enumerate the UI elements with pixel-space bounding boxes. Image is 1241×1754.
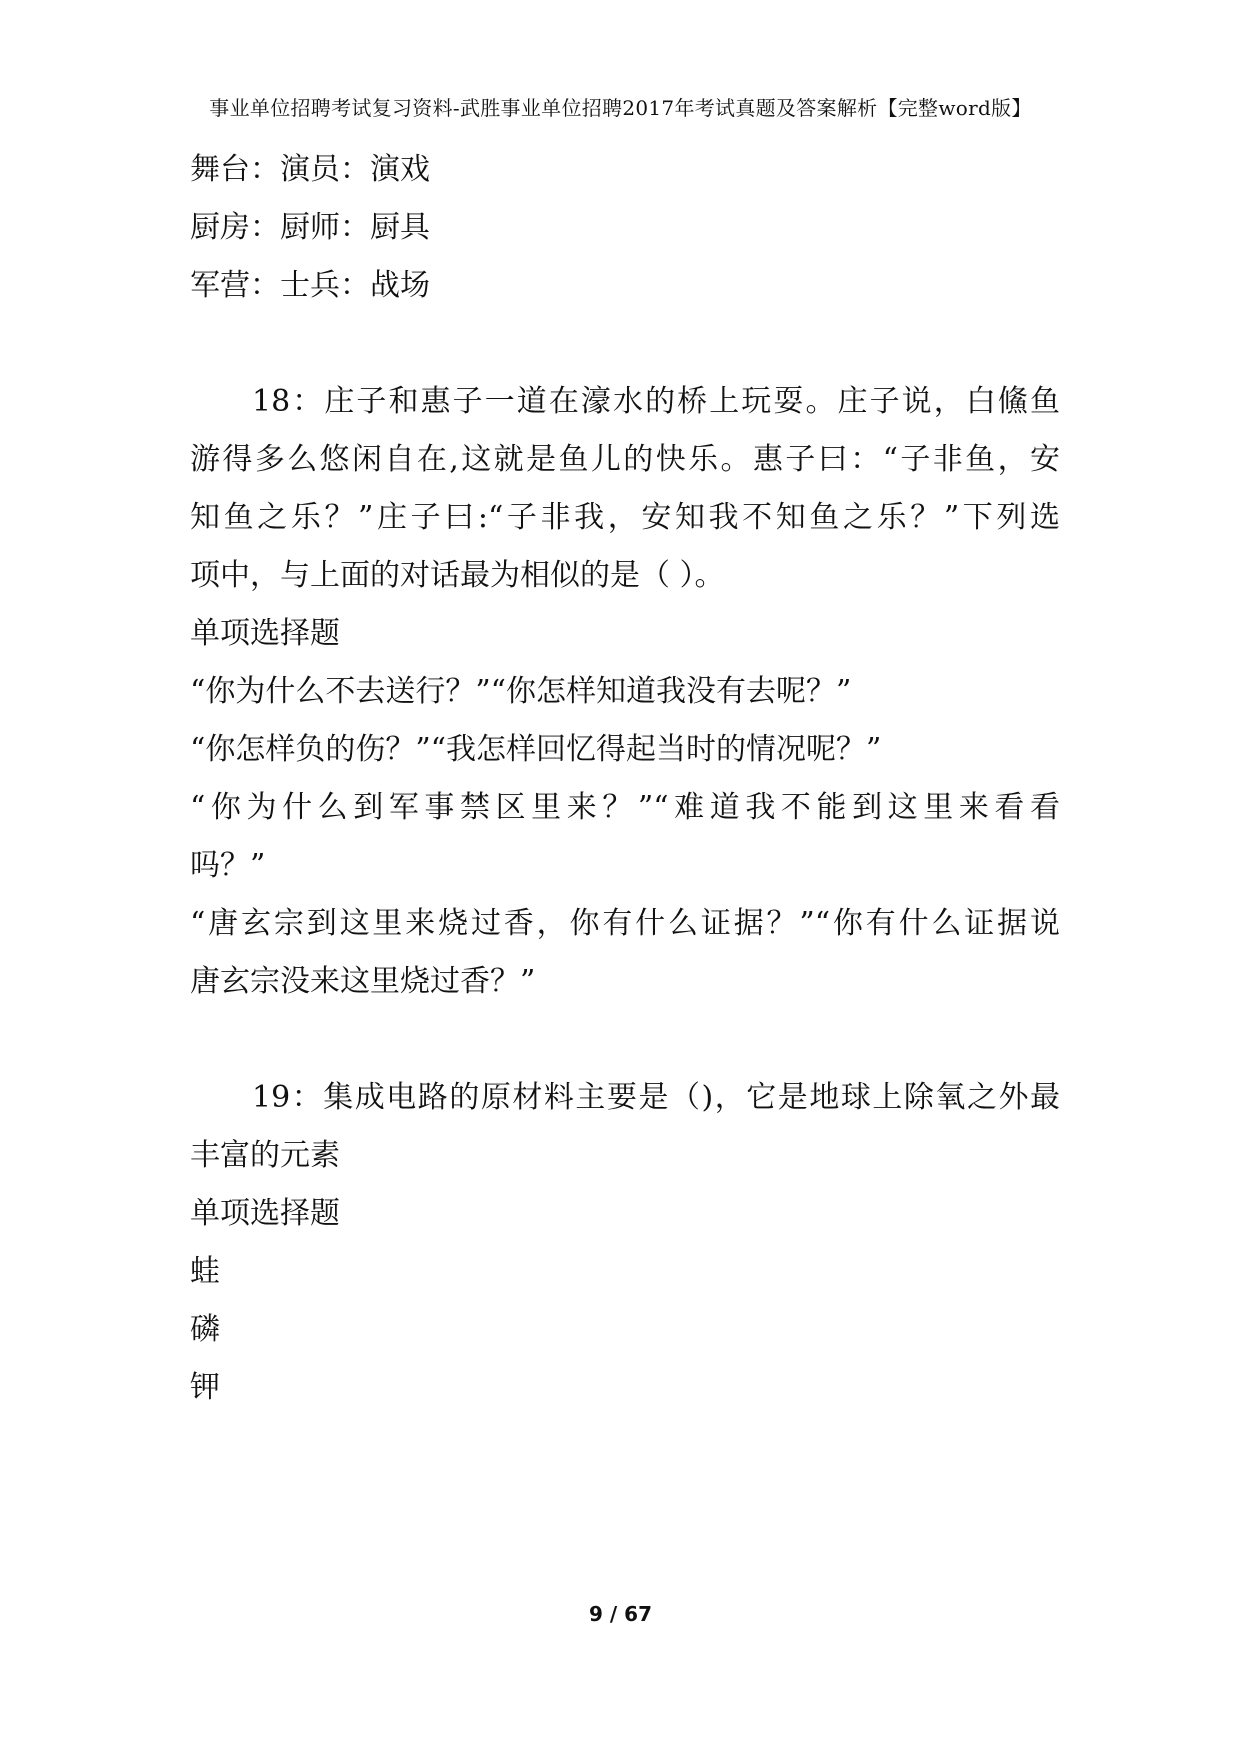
q19-question-type: 单项选择题 bbox=[190, 1196, 340, 1231]
q18-option-4-line-2: 唐玄宗没来这里烧过香？” bbox=[190, 964, 536, 999]
q18-text-line-1: 18：庄子和惠子一道在濠水的桥上玩耍。庄子说，白鯈鱼 bbox=[252, 384, 1060, 419]
q19-text-line-2: 丰富的元素 bbox=[190, 1138, 340, 1173]
q18-text-line-3: 知鱼之乐？”庄子曰:“子非我，安知我不知鱼之乐？”下列选 bbox=[190, 500, 1060, 535]
q18-option-2: “你怎样负的伤？”“我怎样回忆得起当时的情况呢？” bbox=[190, 732, 882, 767]
q18-option-3-line-2: 吗？” bbox=[190, 848, 266, 883]
prev-option-3: 军营：士兵：战场 bbox=[190, 268, 430, 303]
q18-option-3-line-1: “你为什么到军事禁区里来？”“难道我不能到这里来看看 bbox=[190, 790, 1060, 825]
page-header: 事业单位招聘考试复习资料-武胜事业单位招聘2017年考试真题及答案解析【完整word版】 bbox=[209, 96, 1032, 120]
prev-option-2: 厨房：厨师：厨具 bbox=[190, 210, 430, 245]
q19-option-3: 钾 bbox=[190, 1370, 220, 1405]
q19-option-2: 磷 bbox=[190, 1312, 220, 1347]
q18-text-line-4: 项中，与上面的对话最为相似的是（ ）。 bbox=[190, 558, 725, 593]
q18-text-line-2: 游得多么悠闲自在,这就是鱼儿的快乐。惠子曰：“子非鱼，安 bbox=[190, 442, 1060, 477]
q19-text-line-1: 19：集成电路的原材料主要是（)，它是地球上除氧之外最 bbox=[252, 1080, 1060, 1115]
page-number: 9 / 67 bbox=[589, 1602, 652, 1626]
q18-option-1: “你为什么不去送行？”“你怎样知道我没有去呢？” bbox=[190, 674, 852, 709]
q19-option-1: 蛙 bbox=[190, 1254, 220, 1289]
prev-option-1: 舞台：演员：演戏 bbox=[190, 152, 430, 187]
q18-option-4-line-1: “唐玄宗到这里来烧过香，你有什么证据？”“你有什么证据说 bbox=[190, 906, 1060, 941]
q18-question-type: 单项选择题 bbox=[190, 616, 340, 651]
